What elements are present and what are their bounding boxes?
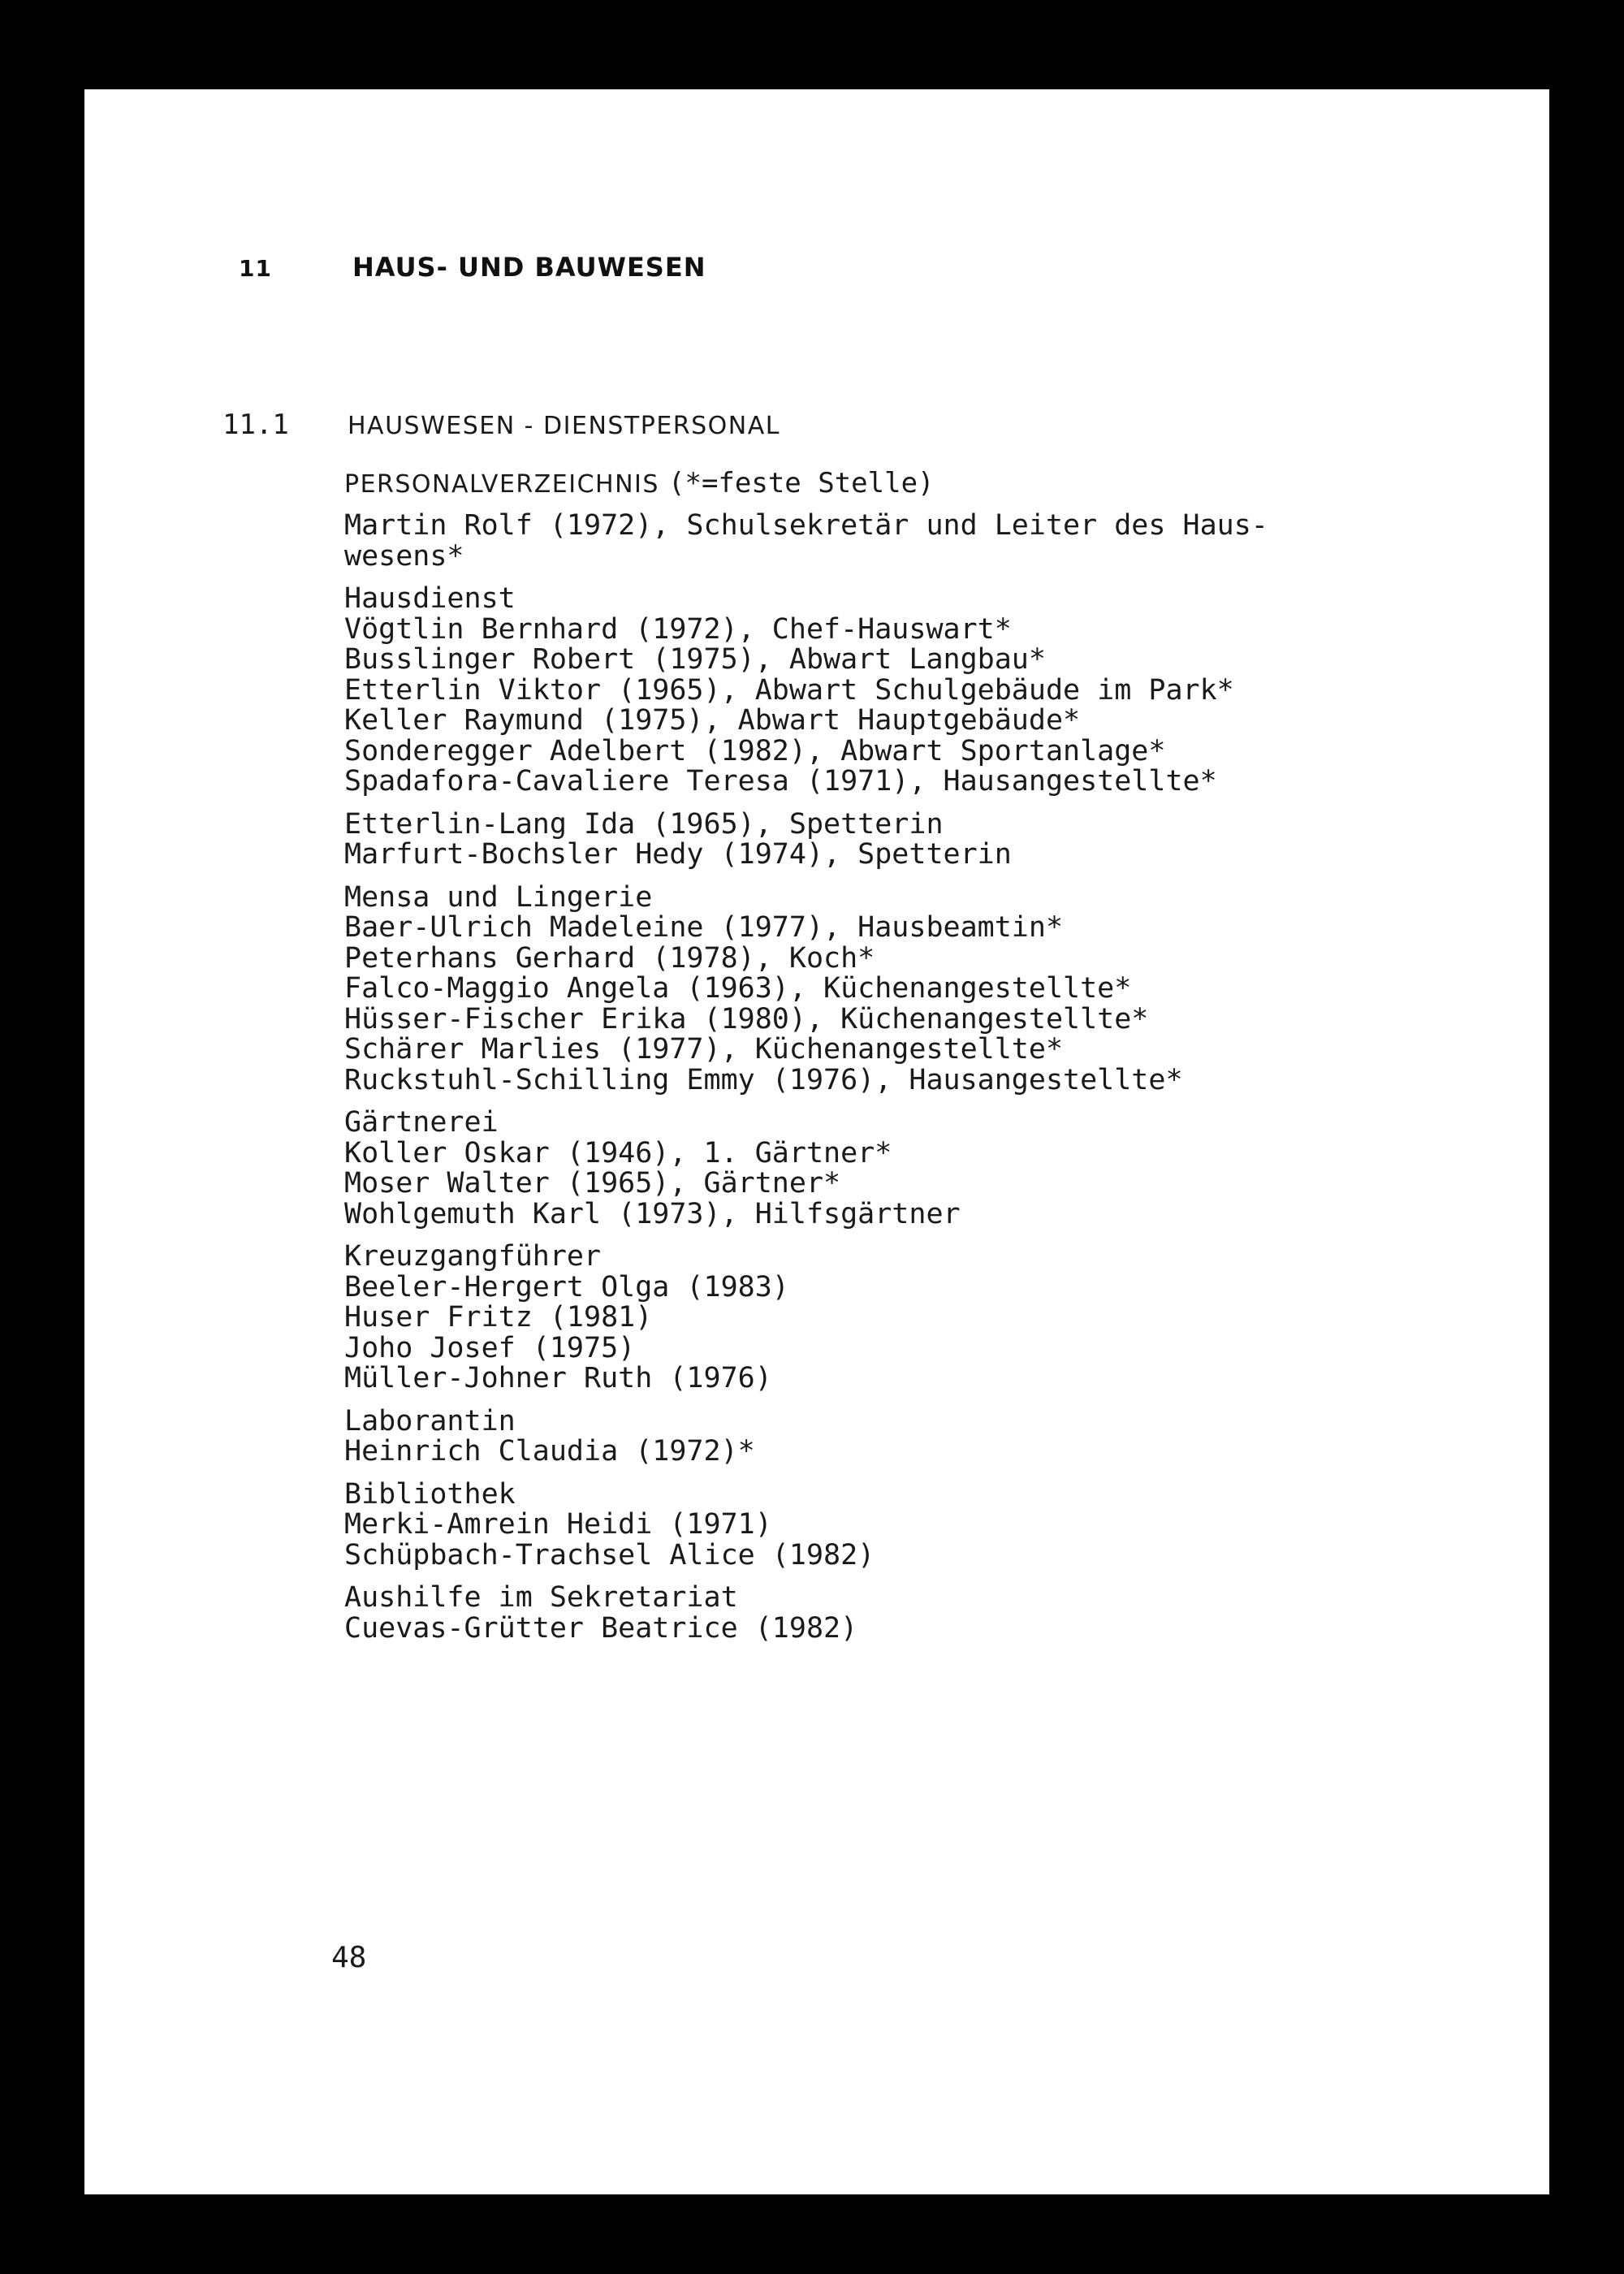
list-item: Vögtlin Bernhard (1972), Chef-Hauswart*	[344, 612, 1012, 646]
staff-group	[344, 511, 1465, 572]
list-item: Ruckstuhl-Schilling Emmy (1976), Hausangestellte*	[344, 1063, 1183, 1096]
list-item: Gärtnerei	[344, 1106, 499, 1139]
register-note: (*=feste Stelle)	[668, 467, 935, 499]
staff-group	[344, 584, 1465, 798]
staff-group	[344, 880, 1465, 1096]
list-item: Marfurt-Bochsler Hedy (1974), Spetterin	[344, 838, 1012, 871]
list-item: Schüpbach-Trachsel Alice (1982)	[344, 1538, 875, 1571]
list-item: Moser Walter (1965), Gärtner*	[344, 1167, 841, 1200]
register-heading	[344, 467, 1465, 501]
section-number: 11.1	[222, 409, 289, 441]
section-title: HAUSWESEN - DIENSTPERSONAL	[348, 412, 780, 440]
list-item: Hüsser-Fischer Erika (1980), Küchenangestellte*	[344, 1002, 1149, 1035]
list-item: Etterlin Viktor (1965), Abwart Schulgebäude im Park*	[344, 673, 1234, 707]
chapter-number: 11	[239, 255, 272, 282]
list-item: Schärer Marlies (1977), Küchenangestellte*	[344, 1033, 1064, 1066]
document-page	[84, 89, 1549, 2194]
list-item: Falco-Maggio Angela (1963), Küchenangestellte*	[344, 972, 1132, 1005]
list-item: Müller-Johner Ruth (1976)	[344, 1362, 772, 1394]
list-item: Cuevas-Grütter Beatrice (1982)	[344, 1611, 858, 1645]
staff-register	[344, 467, 1465, 1656]
list-item: Keller Raymund (1975), Abwart Hauptgebäude*	[344, 704, 1081, 737]
staff-group	[344, 1108, 1465, 1230]
list-item: wesens*	[344, 539, 464, 573]
list-item: Baer-Ulrich Madeleine (1977), Hausbeamtin*	[344, 911, 1064, 944]
list-item: Spadafora-Cavaliere Teresa (1971), Hausangestellte*	[344, 765, 1217, 798]
list-item: Beeler-Hergert Olga (1983)	[344, 1270, 789, 1303]
page-number: 48	[331, 1941, 367, 1974]
register-title: PERSONALVERZEICHNIS	[344, 470, 659, 499]
list-item: Kreuzgangführer	[344, 1240, 602, 1273]
list-item: Martin Rolf (1972), Schulsekretär und Leiter des Haus-	[344, 509, 1268, 542]
list-item: Heinrich Claudia (1972)*	[344, 1435, 755, 1468]
list-item: Wohlgemuth Karl (1973), Hilfsgärtner	[344, 1197, 961, 1230]
list-item: Aushilfe im Sekretariat	[344, 1581, 738, 1614]
list-item: Bibliothek	[344, 1477, 516, 1511]
list-item: Mensa und Lingerie	[344, 880, 653, 914]
staff-group	[344, 807, 1465, 871]
staff-group	[344, 1242, 1465, 1394]
list-item: Laborantin	[344, 1404, 516, 1437]
list-item: Sonderegger Adelbert (1982), Abwart Sportanlage*	[344, 734, 1166, 767]
list-item: Busslinger Robert (1975), Abwart Langbau*	[344, 643, 1046, 676]
list-item: Huser Fritz (1981)	[344, 1301, 653, 1334]
list-item: Peterhans Gerhard (1978), Koch*	[344, 941, 875, 975]
staff-groups	[344, 511, 1465, 1644]
list-item: Merki-Amrein Heidi (1971)	[344, 1508, 772, 1541]
section-heading	[222, 409, 780, 441]
list-item: Etterlin-Lang Ida (1965), Spetterin	[344, 807, 944, 841]
list-item: Joho Josef (1975)	[344, 1331, 636, 1364]
staff-group	[344, 1583, 1465, 1644]
staff-group	[344, 1404, 1465, 1468]
staff-group	[344, 1477, 1465, 1571]
chapter-heading	[239, 252, 706, 283]
list-item: Hausdienst	[344, 582, 516, 615]
list-item: Koller Oskar (1946), 1. Gärtner*	[344, 1136, 892, 1169]
chapter-title: HAUS- UND BAUWESEN	[352, 252, 706, 283]
